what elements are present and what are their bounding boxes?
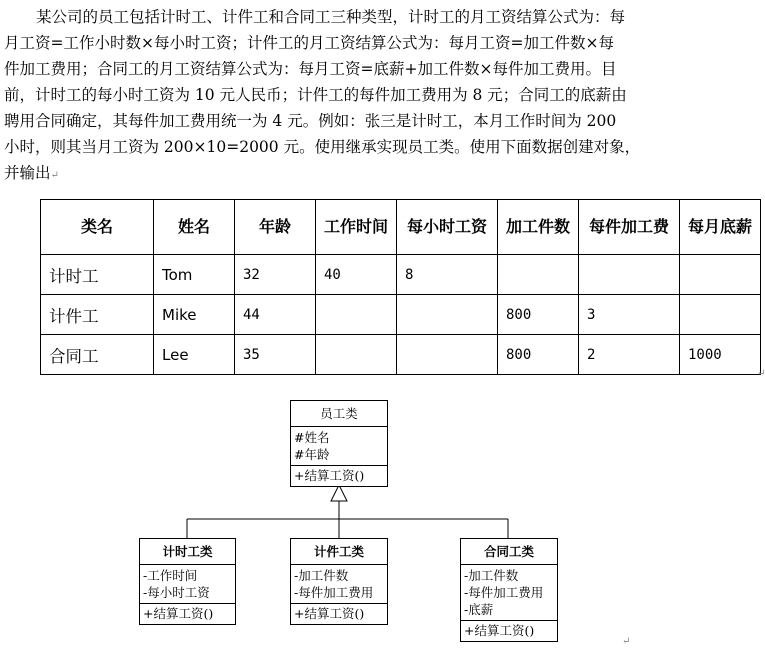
paragraph-text: 并输出 bbox=[4, 164, 51, 182]
table-cell: 800 bbox=[498, 295, 579, 335]
table-cell: 35 bbox=[235, 335, 316, 375]
table-header-cell: 每件加工费 bbox=[579, 200, 680, 255]
uml-class-name: 计时工类 bbox=[140, 539, 235, 565]
uml-operation: +结算工资() bbox=[294, 606, 365, 621]
table-cell: 合同工 bbox=[41, 335, 154, 375]
table-header-cell: 工作时间 bbox=[316, 200, 397, 255]
uml-attribute: -加工件数 bbox=[294, 568, 349, 583]
table-cell: 3 bbox=[579, 295, 680, 335]
paragraph-line: 件加工费用；合同工的月工资结算公式为：每月工资=底薪+加工件数×每件加工费用。目 bbox=[4, 60, 617, 78]
uml-class-piece bbox=[290, 538, 388, 625]
paragraph-line: 月工资=工作小时数×每小时工资；计件工的月工资结算公式为：每月工资=加工件数×每 bbox=[4, 34, 614, 52]
table-cell: Tom bbox=[154, 255, 235, 295]
uml-class-name: 合同工类 bbox=[461, 539, 557, 565]
table-cell: 40 bbox=[316, 255, 397, 295]
table-header-cell: 加工件数 bbox=[498, 200, 579, 255]
uml-attributes bbox=[140, 565, 235, 604]
table-cell: 1000 bbox=[680, 335, 761, 375]
uml-attribute: -工作时间 bbox=[143, 568, 198, 583]
uml-operation: +结算工资() bbox=[143, 606, 214, 621]
return-mark: ↵ bbox=[622, 636, 631, 647]
paragraph-line: 小时，则其当月工资为 200×10=2000 元。使用继承实现员工类。使用下面数据创建对象， bbox=[4, 138, 641, 156]
uml-operations bbox=[461, 621, 557, 641]
uml-class-contract bbox=[460, 538, 558, 642]
uml-attribute: -底薪 bbox=[464, 602, 494, 617]
uml-attributes bbox=[461, 565, 557, 621]
uml-attribute: -每件加工费用 bbox=[464, 585, 544, 600]
uml-operations bbox=[291, 466, 387, 486]
table-cell: 800 bbox=[498, 335, 579, 375]
table-cell: 32 bbox=[235, 255, 316, 295]
uml-attribute: #姓名 bbox=[294, 430, 330, 445]
uml-operations bbox=[140, 604, 235, 624]
uml-attribute: -每件加工费用 bbox=[294, 585, 374, 600]
table-cell: 计件工 bbox=[41, 295, 154, 335]
uml-attribute: -加工件数 bbox=[464, 568, 519, 583]
uml-attributes bbox=[291, 565, 387, 604]
inheritance-arrowhead bbox=[331, 485, 347, 501]
return-mark: ↵ bbox=[50, 170, 59, 181]
uml-attribute: #年龄 bbox=[294, 447, 330, 462]
uml-operation: +结算工资() bbox=[294, 468, 365, 483]
uml-class-hourly bbox=[139, 538, 236, 625]
table-cell: Lee bbox=[154, 335, 235, 375]
paragraph-line: 某公司的员工包括计时工、计件工和合同工三种类型，计时工的月工资结算公式为：每 bbox=[36, 8, 626, 26]
uml-class-name: 员工类 bbox=[291, 401, 387, 427]
table-cell: Mike bbox=[154, 295, 235, 335]
table-header-cell: 年龄 bbox=[235, 200, 316, 255]
uml-operations bbox=[291, 604, 387, 624]
table-header-cell: 类名 bbox=[41, 200, 154, 255]
uml-attribute: -每小时工资 bbox=[143, 585, 210, 600]
uml-operation: +结算工资() bbox=[464, 623, 535, 638]
paragraph-line: 前，计时工的每小时工资为 10 元人民币；计件工的每件加工费用为 8 元；合同工的底薪由 bbox=[4, 86, 627, 104]
table-header-cell: 每小时工资 bbox=[397, 200, 498, 255]
return-mark: ↵ bbox=[757, 368, 765, 379]
table-cell: 计时工 bbox=[41, 255, 154, 295]
uml-attributes bbox=[291, 427, 387, 466]
table-header-cell: 姓名 bbox=[154, 200, 235, 255]
table-cell: 44 bbox=[235, 295, 316, 335]
uml-class-name: 计件工类 bbox=[291, 539, 387, 565]
paragraph-line: 聘用合同确定，其每件加工费用统一为 4 元。例如：张三是计时工，本月工作时间为 200 bbox=[4, 112, 617, 130]
table-cell: 8 bbox=[397, 255, 498, 295]
uml-class-employee bbox=[290, 400, 388, 487]
table-header-cell: 每月底薪 bbox=[680, 200, 761, 255]
table-cell: 2 bbox=[579, 335, 680, 375]
